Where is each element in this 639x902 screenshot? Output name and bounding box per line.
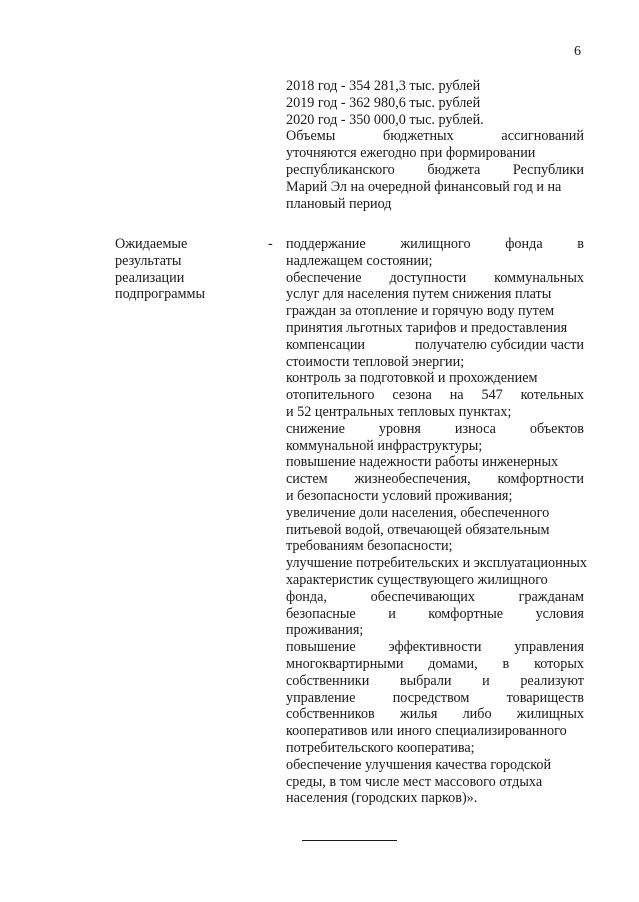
word: управление	[286, 689, 356, 706]
word: принятия льготных тарифов и предоставления	[286, 319, 568, 336]
word: населения (городских парков)».	[286, 790, 478, 807]
word: 547	[481, 387, 503, 404]
text-line	[286, 471, 584, 488]
word: ассигнований	[501, 128, 584, 145]
word: повышение	[286, 639, 356, 656]
word: обеспечение улучшения качества городской	[286, 756, 552, 773]
word: улучшение потребительских и эксплуатационных	[286, 555, 587, 572]
word: котельных	[520, 387, 584, 404]
text-line	[286, 78, 584, 95]
text-line	[286, 354, 584, 371]
text-line	[286, 606, 584, 623]
word: посредством	[392, 689, 470, 706]
text-line	[286, 706, 584, 723]
word: реализуют	[520, 672, 584, 689]
word: выбрали	[399, 672, 452, 689]
text-line	[286, 538, 584, 555]
word: кооперативов или иного специализированного	[286, 723, 567, 740]
expected-results-label	[115, 236, 265, 303]
text-line	[286, 555, 587, 572]
text-line	[286, 236, 584, 253]
word: собственников	[286, 706, 375, 723]
word: отопительного	[286, 387, 375, 404]
word: в	[502, 655, 510, 672]
word: обеспечивающих	[370, 588, 475, 605]
label-line: результаты	[115, 252, 182, 269]
word: характеристик существующего жилищного	[286, 571, 548, 588]
word: жилищных	[516, 706, 584, 723]
text-line	[286, 370, 584, 387]
word: которых	[534, 655, 584, 672]
word: бюджета	[427, 161, 481, 178]
word: снижение	[286, 420, 345, 437]
word: безопасные	[286, 605, 356, 622]
word: доступности	[389, 269, 467, 286]
word: домами,	[428, 655, 478, 672]
word: комфортные	[428, 605, 504, 622]
word: условия	[535, 605, 584, 622]
text-line	[286, 723, 584, 740]
text-line	[286, 757, 584, 774]
word: гражданам	[518, 588, 584, 605]
expected-results-text	[286, 236, 587, 807]
word: потребительского кооператива;	[286, 739, 475, 756]
word: 2018 год - 354 281,3 тыс. рублей	[286, 78, 481, 94]
text-line	[286, 656, 584, 673]
funding-paragraph	[286, 78, 584, 212]
word: и 52 центральных тепловых пунктах;	[286, 403, 512, 420]
text-line	[286, 572, 584, 589]
word: республиканского	[286, 161, 395, 178]
word: многоквартирными	[286, 655, 404, 672]
word: бюджетных	[383, 128, 454, 145]
word: получателю субсидии части	[414, 336, 584, 353]
word: комфортности	[497, 471, 584, 488]
text-line	[286, 690, 584, 707]
word: 2019 год - 362 980,6 тыс. рублей	[286, 94, 481, 111]
word: и	[388, 605, 396, 622]
word: и	[482, 672, 490, 689]
text-line	[286, 454, 584, 471]
word: услуг для населения путем снижения платы	[286, 286, 552, 303]
word: контроль за подготовкой и прохождением	[286, 370, 538, 387]
text-line	[286, 128, 584, 145]
text-line	[286, 522, 584, 539]
word: товариществ	[506, 689, 584, 706]
label-line: подпрограммы	[115, 286, 205, 303]
text-line	[286, 303, 584, 320]
word: систем	[286, 471, 328, 488]
word: на	[449, 387, 464, 404]
text-line	[286, 253, 584, 270]
text-line	[286, 639, 584, 656]
text-line	[286, 286, 584, 303]
word: либо	[462, 706, 492, 723]
text-line	[286, 112, 584, 129]
word: уровня	[378, 420, 421, 437]
word: собственники	[286, 672, 370, 689]
word: сезона	[392, 387, 432, 404]
word: и безопасности условий проживания;	[286, 487, 513, 504]
word: жилищного	[400, 236, 471, 252]
text-line	[286, 589, 584, 606]
word: эффективности	[388, 639, 482, 656]
page-number: 6	[574, 44, 581, 59]
text-line	[286, 673, 584, 690]
word: жилья	[399, 706, 438, 723]
word: в	[577, 236, 584, 252]
word: надлежащем состоянии;	[286, 252, 433, 269]
text-line	[286, 162, 584, 179]
text-line	[286, 337, 584, 354]
text-line	[286, 387, 584, 404]
word: 2020 год - 350 000,0 тыс. рублей.	[286, 111, 484, 128]
word: увеличение доли населения, обеспеченного	[286, 504, 550, 521]
word: обеспечение	[286, 269, 362, 286]
word: среды, в том числе мест массового отдыха	[286, 773, 543, 790]
text-line	[286, 95, 584, 112]
word: плановый период	[286, 195, 392, 212]
text-line	[286, 179, 584, 196]
word: Марий Эл на очередной финансовый год и на	[286, 178, 562, 195]
word: питьевой водой, отвечающей обязательным	[286, 521, 550, 538]
word: проживания;	[286, 622, 364, 639]
text-line	[286, 421, 584, 438]
text-line	[286, 774, 584, 791]
label-line: реализации	[115, 269, 185, 286]
word: коммунальной инфраструктуры;	[286, 437, 483, 454]
text-line	[286, 145, 584, 162]
text-line	[286, 622, 584, 639]
text-line	[286, 270, 584, 287]
word: Объемы	[286, 128, 336, 145]
text-line	[286, 196, 584, 213]
word: стоимости тепловой энергии;	[286, 353, 465, 370]
word: износа	[454, 420, 496, 437]
text-line	[286, 404, 584, 421]
word: требованиям безопасности;	[286, 538, 453, 555]
text-line	[286, 438, 584, 455]
text-line	[286, 488, 584, 505]
word: поддержание	[286, 236, 366, 252]
word: коммунальных	[494, 269, 584, 286]
label-line: Ожидаемые	[115, 236, 188, 252]
word: компенсации	[286, 336, 366, 353]
row-dash: -	[268, 236, 273, 252]
word: фонда,	[286, 588, 327, 605]
end-rule	[302, 840, 397, 841]
word: объектов	[529, 420, 584, 437]
text-line	[286, 790, 584, 807]
word: управления	[514, 639, 584, 656]
word: граждан за отопление и горячую воду путем	[286, 303, 555, 320]
text-line	[286, 505, 584, 522]
word: фонда	[505, 236, 543, 252]
text-line	[286, 320, 584, 337]
word: уточняются ежегодно при формировании	[286, 145, 536, 162]
word: повышение надежности работы инженерных	[286, 454, 559, 471]
word: Республики	[512, 161, 584, 178]
word: жизнеобеспечения,	[354, 471, 471, 488]
text-line	[286, 740, 584, 757]
